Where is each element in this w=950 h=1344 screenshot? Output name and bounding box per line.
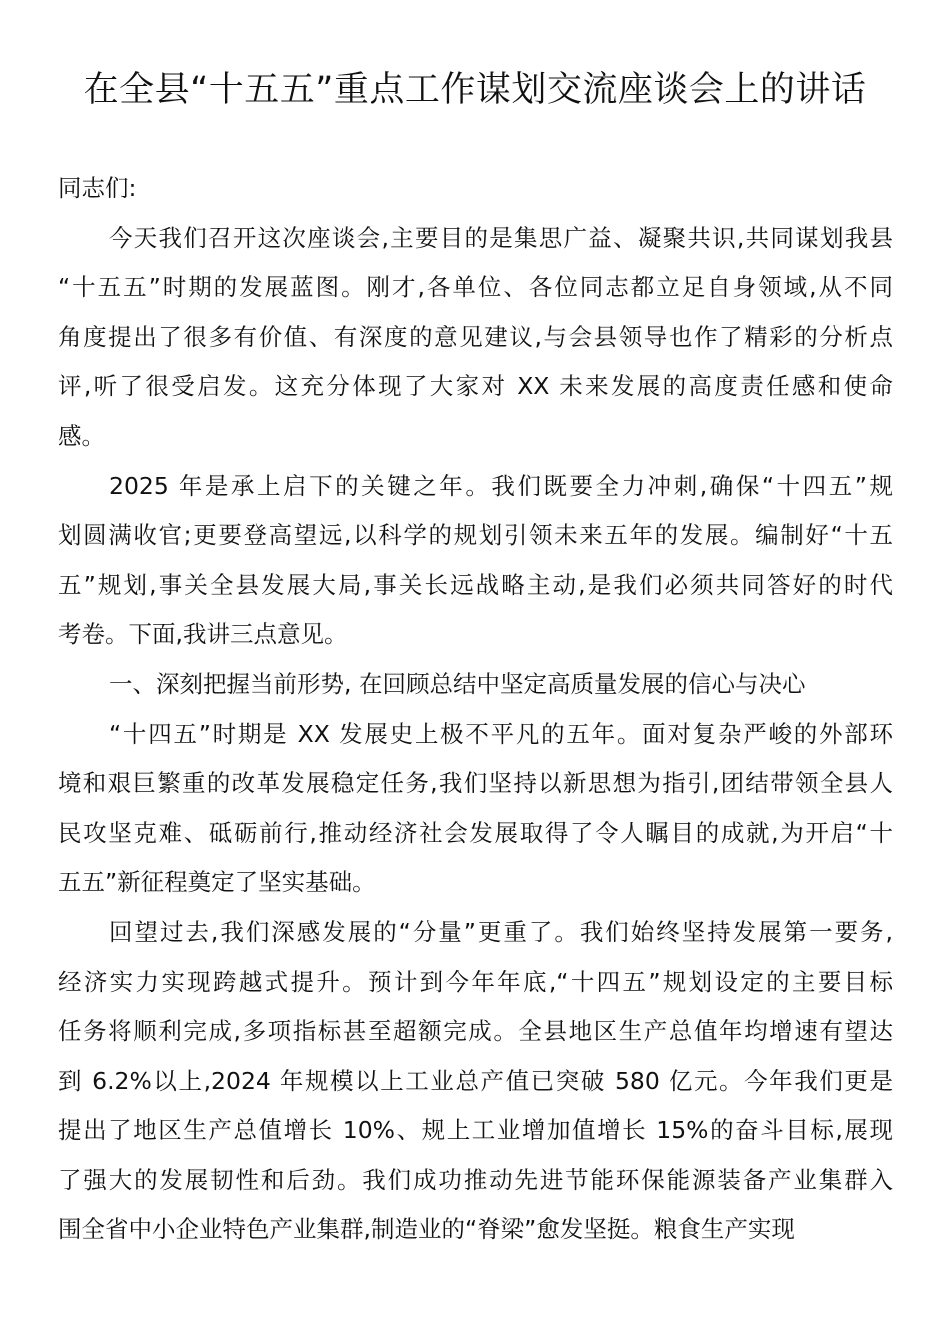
text-line: 了强大的发展韧性和后劲。我们成功推动先进节能环保能源装备产业集群入 [58, 1165, 893, 1194]
document-body [58, 164, 893, 1255]
heading-line: 一、深刻把握当前形势, 在回顾总结中坚定高质量发展的信心与决心 [109, 669, 806, 698]
text-line: 感。 [58, 421, 105, 450]
text-line: 任务将顺利完成,多项指标甚至超额完成。全县地区生产总值年均增速有望达 [58, 1017, 893, 1046]
text-line: 提出了地区生产总值增长 10%、规上工业增加值增长 15%的奋斗目标,展现 [58, 1116, 893, 1145]
text-line: 民攻坚克难、砥砺前行,推动经济社会发展取得了令人瞩目的成就,为开启“十 [58, 818, 893, 847]
text-line: 五五”新征程奠定了坚实基础。 [58, 868, 376, 897]
salutation-line: 同志们: [58, 174, 137, 202]
text-line: 今天我们召开这次座谈会,主要目的是集思广益、凝聚共识,共同谋划我县 [109, 223, 893, 252]
text-line: 划圆满收官;更要登高望远,以科学的规划引领未来五年的发展。编制好“十五 [58, 521, 893, 550]
text-line: “十五五”时期的发展蓝图。刚才,各单位、各位同志都立足自身领域,从不同 [58, 273, 893, 302]
paragraph-14th-five-year [58, 710, 893, 908]
text-line: 2025 年是承上启下的关键之年。我们既要全力冲刺,确保“十四五”规 [109, 471, 893, 500]
paragraph-2025 [58, 462, 893, 660]
text-line: 五”规划,事关全县发展大局,事关长远战略主动,是我们必须共同答好的时代 [58, 570, 893, 599]
paragraph-intro [58, 214, 893, 462]
text-line: 境和艰巨繁重的改革发展稳定任务,我们坚持以新思想为指引,团结带领全县人 [58, 769, 893, 798]
text-line: 经济实力实现跨越式提升。预计到今年年底,“十四五”规划设定的主要目标 [58, 967, 893, 996]
document-title: 在全县“十五五”重点工作谋划交流座谈会上的讲话 [83, 70, 867, 110]
text-line: 考卷。下面,我讲三点意见。 [58, 620, 348, 649]
section-heading-1 [58, 660, 893, 710]
text-line: 角度提出了很多有价值、有深度的意见建议,与会县领导也作了精彩的分析点 [58, 322, 893, 351]
salutation [58, 164, 893, 214]
text-line: 围全省中小企业特色产业集群,制造业的“脊梁”愈发坚挺。粮食生产实现 [58, 1215, 795, 1244]
text-line: 评,听了很受启发。这充分体现了大家对 XX 未来发展的高度责任感和使命 [58, 372, 893, 401]
paragraph-review [58, 908, 893, 1255]
text-line: “十四五”时期是 XX 发展史上极不平凡的五年。面对复杂严峻的外部环 [109, 719, 893, 748]
text-line: 到 6.2%以上,2024 年规模以上工业总产值已突破 580 亿元。今年我们更是 [58, 1066, 893, 1095]
text-line: 回望过去,我们深感发展的“分量”更重了。我们始终坚持发展第一要务, [109, 917, 893, 946]
